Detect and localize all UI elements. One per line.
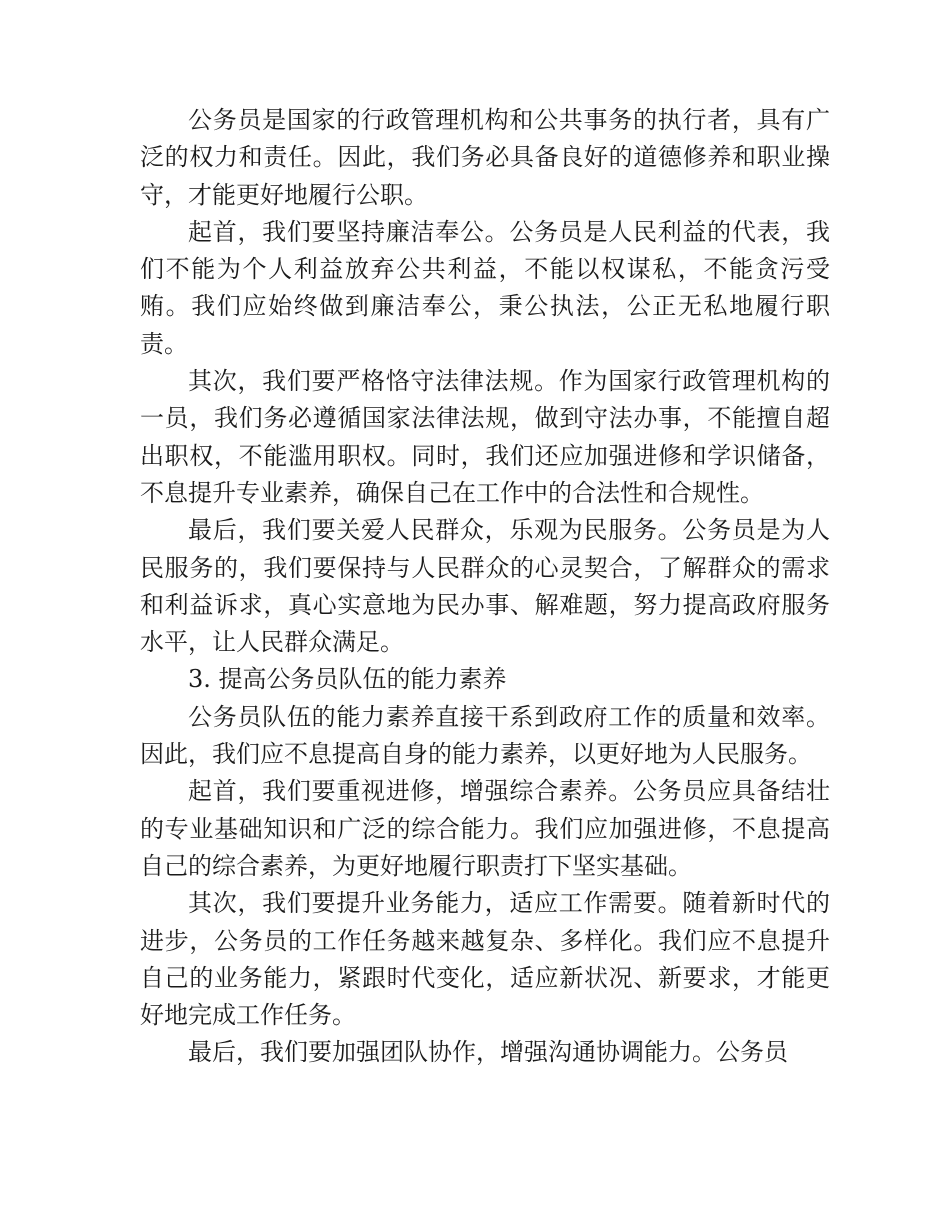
section-heading: 3. 提高公务员队伍的能力素养	[188, 665, 507, 694]
paragraph: 其次，我们要提升业务能力，适应工作需要。随着新时代的进步，公务员的工作任务越来越复杂、多样化。我们应不息提升自己的业务能力，紧跟时代变化，适应新状况、新要求，才能更好地完成工作任务。	[140, 889, 830, 1030]
paragraph: 最后，我们要加强团队协作，增强沟通协调能力。公务员	[188, 1038, 788, 1067]
paragraph: 起首，我们要坚持廉洁奉公。公务员是人民利益的代表，我们不能为个人利益放弃公共利益，不能以权谋私，不能贪污受贿。我们应始终做到廉洁奉公，秉公执法，公正无私地履行职责。	[140, 217, 830, 358]
paragraph: 公务员是国家的行政管理机构和公共事务的执行者，具有广泛的权力和责任。因此，我们务必具备良好的道德修养和职业操守，才能更好地履行公职。	[140, 106, 830, 209]
document-body	[140, 102, 830, 1072]
paragraph: 起首，我们要重视进修，增强综合素养。公务员应具备结壮的专业基础知识和广泛的综合能力。我们应加强进修，不息提高自己的综合素养，为更好地履行职责打下坚实基础。	[140, 777, 830, 880]
paragraph: 最后，我们要关爱人民群众，乐观为民服务。公务员是为人民服务的，我们要保持与人民群众的心灵契合，了解群众的需求和利益诉求，真心实意地为民办事、解难题，努力提高政府服务水平，让人民群众满足。	[140, 516, 830, 657]
paragraph: 公务员队伍的能力素养直接干系到政府工作的质量和效率。因此，我们应不息提高自身的能力素养，以更好地为人民服务。	[140, 702, 830, 769]
paragraph: 其次，我们要严格恪守法律法规。作为国家行政管理机构的一员，我们务必遵循国家法律法规，做到守法办事，不能擅自超出职权，不能滥用职权。同时，我们还应加强进修和学识储备，不息提升专业素养，确保自己在工作中的合法性和合规性。	[140, 367, 830, 507]
